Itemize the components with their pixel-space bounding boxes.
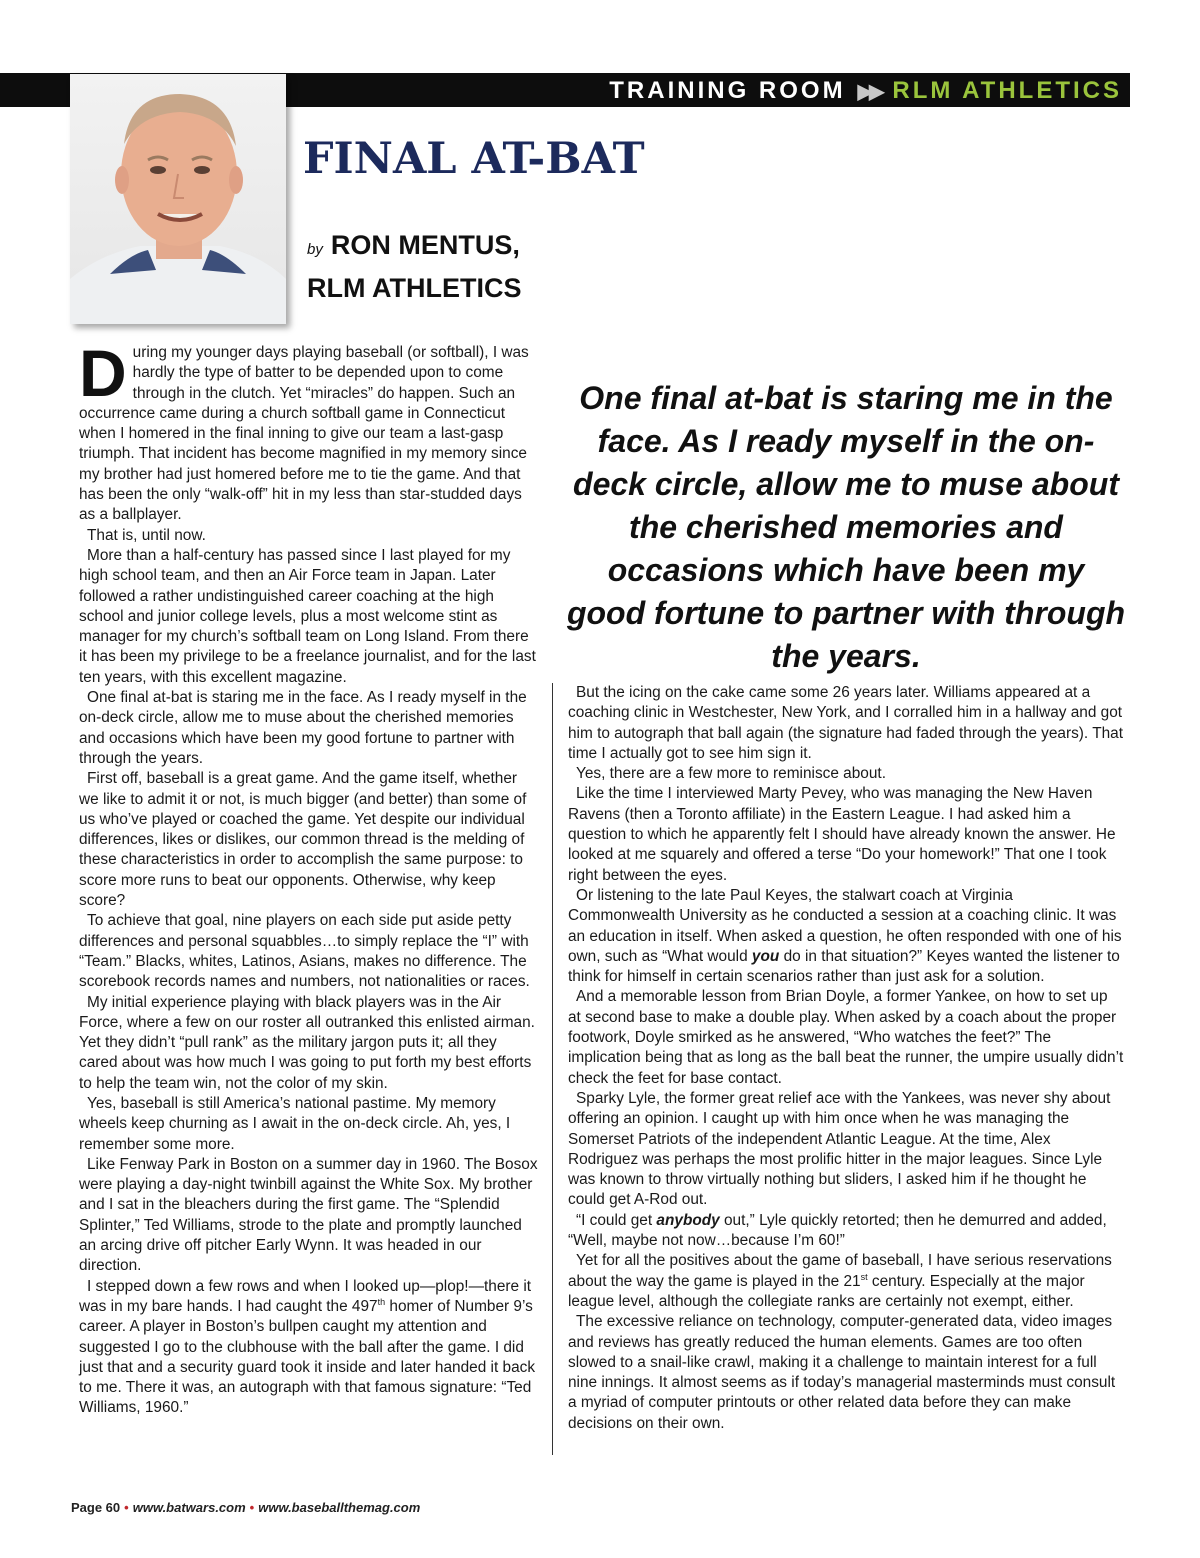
paragraph: More than a half-century has passed since I last played for my high school team, and then an Air Force team in Japan. Later followed a rather undistinguished career coaching at the high school and junior college levels, plus a most welcome stint as manager for my church’s softball team on Long Island. From there it has been my privilege to be a freelance journalist, and for the last ten years, with this excellent magazine. [79, 546, 536, 686]
section-label: TRAINING ROOM [609, 77, 846, 104]
footer-link-baseballthemag[interactable]: www.baseballthemag.com [258, 1500, 421, 1515]
paragraph: “I could get anybody out,” Lyle quickly retorted; then he demurred and added, “Well, maybe not now…because I’m 60!” [568, 1211, 1107, 1250]
paragraph: First off, baseball is a great game. And the game itself, whether we like to admit it or not, is much bigger (and better) than some of us who’ve played or coached the game. Yet despite our individual differences, likes or dislikes, our common thread is the melding of these characteristics in order to accomplish the same purpose: to score more runs to beat our opponents. Otherwise, why keep score? [79, 770, 527, 910]
paragraph: I stepped down a few rows and when I looked up—plop!—there it was in my bare hands. I had caught the 497th homer of Number 9’s career. A player in Boston’s bullpen caught my attention and suggested I go to the clubhouse with the ball after the game. I did just that and a security guard took it inside and later handed it back to me. There it was, an autograph with that famous signature: “Ted Williams, 1960.” [79, 1277, 536, 1417]
byline-prefix: by [307, 241, 323, 258]
paragraph: Yes, there are a few more to reminisce about. [576, 765, 886, 783]
article-title: FINAL AT-BAT [303, 134, 645, 184]
page-footer: Page 60 • www.batwars.com • www.baseballthemag.com [71, 1500, 421, 1515]
paragraph: Or listening to the late Paul Keyes, the stalwart coach at Virginia Commonwealth University as he conducted a session at a coaching clinic. It was an education in itself. When asked a question, he often responded with one of his own, such as “What would you do in that situation?” Keyes wanted the listener to think for himself in certain scenarios rather than just ask for a solution. [568, 886, 1122, 986]
paragraph: But the icing on the cake came some 26 years later. Williams appeared at a coaching clinic in Westchester, New York, and I corralled him in a hallway and got him to autograph that ball again (the signature had faded through the years). That time I actually got to see him sign it. [568, 684, 1124, 762]
page-number: Page 60 [71, 1500, 121, 1515]
article-column-left [79, 336, 539, 1419]
paragraph: One final at-bat is staring me in the face. As I ready myself in the on-deck circle, allow me to muse about the cherished memories and occasions which have been my good fortune to partner with through the years. [79, 689, 527, 767]
pull-quote: One final at-bat is staring me in the face. As I ready myself in the on-deck circle, allow me to muse about the cherished memories and occasions which have been my good fortune to partner with through the years. [566, 380, 1126, 674]
footer-link-batwars[interactable]: www.batwars.com [132, 1500, 246, 1515]
paragraph: Like the time I interviewed Marty Pevey, who was managing the New Haven Ravens (then a Toronto affiliate) in the Eastern League. I had asked him a question to which he apparently felt I should have already known the answer. He looked at me squarely and offered a terse “Do your homework!” That one I took right between the eyes. [568, 785, 1116, 884]
brand-label: RLM ATHLETICS [892, 77, 1122, 104]
author-photo [70, 74, 286, 324]
paragraph: And a memorable lesson from Brian Doyle, a former Yankee, on how to set up at second base to make a double play. When asked by a coach about the proper footwork, Doyle smirked as he answered, “Who watches the feet?” The implication being that as long as the ball beat the runner, the umpire usually didn’t check the feet for base contact. [568, 988, 1124, 1087]
author-affiliation: RLM ATHLETICS [307, 273, 522, 303]
paragraph: The excessive reliance on technology, computer-generated data, video images and reviews has greatly reduced the human elements. Games are too often slowed to a snail-like crawl, making it a challenge to maintain interest for a full nine innings. It almost seems as if today’s managerial masterminds must consult a myriad of computer printouts or other related data before they can make decisions on their own. [568, 1313, 1116, 1432]
double-chevron-icon: ▶▶ [857, 80, 881, 103]
byline [307, 226, 521, 307]
author-name: RON MENTUS, [330, 230, 520, 260]
paragraph: Yes, baseball is still America’s national pastime. My memory wheels keep churning as I await in the on-deck circle. Ah, yes, I remember some more. [79, 1094, 511, 1153]
paragraph: Like Fenway Park in Boston on a summer day in 1960. The Bosox were playing a day-night twinbill against the White Sox. My brother and I sat in the bleachers during the first game. The “Splendid Splinter,” Ted Williams, strode to the plate and promptly launched an arcing drive off pitcher Early Wynn. It was headed in our direction. [79, 1155, 538, 1275]
paragraph: To achieve that goal, nine players on each side put aside petty differences and personal squabbles…to simply replace the “I” with “Team.” Blacks, whites, Latinos, Asians, makes no difference. The scorebook records names and numbers, not nationalities or races. [79, 912, 530, 991]
paragraph: Sparky Lyle, the former great relief ace with the Yankees, was never shy about offering an opinion. I caught up with him once when he was managing the Somerset Patriots of the independent Atlantic League. At the time, Alex Rodriguez was perhaps the most prolific hitter in the major leagues. Since Lyle was known to throw virtually nothing but sliders, I asked him if he thought he could get A-Rod out. [568, 1089, 1111, 1209]
column-divider [552, 683, 553, 1455]
article-column-right [568, 683, 1124, 1434]
paragraph: Yet for all the positives about the game of baseball, I have serious reservations about the way the game is played in the 21st century. Especially at the major league level, although the collegiate ranks are certainly not exempt, either. [568, 1252, 1112, 1310]
paragraph: My initial experience playing with black players was in the Air Force, where a few on our roster all outranked this enlisted airman. Yet they didn’t “pull rank” as the military jargon puts it; all they cared about was how much I was going to put forth my best efforts to help the team win, not the color of my skin. [79, 993, 535, 1092]
paragraph: During my younger days playing baseball (or softball), I was hardly the type of batter to be depended upon to come through in the clutch. Yet “miracles” do happen. Such an occurrence came during a church softball game in Connecticut when I homered in the final inning to give our team a last-gasp triumph. That incident has become magnified in my memory since my brother had just homered before me to tie the game. And that has been the only “walk-off” hit in my less than star-studded days as a ballplayer. [79, 336, 529, 524]
drop-cap: D [79, 336, 127, 410]
paragraph: That is, until now. [87, 526, 206, 544]
